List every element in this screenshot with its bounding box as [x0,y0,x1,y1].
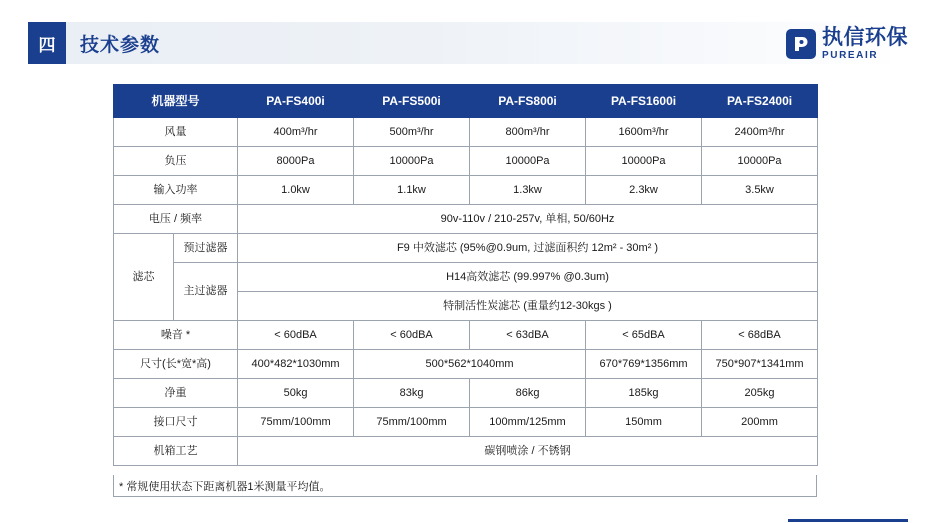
table-row [114,176,818,205]
table-row [114,118,818,147]
row-label-voltage-frequency: 电压 / 频率 [114,205,238,234]
row-label-airflow: 风量 [114,118,238,147]
cell-noise-500i: < 60dBA [354,321,470,350]
cell-power-2400i: 3.5kw [702,176,818,205]
column-header-fs800i: PA-FS800i [470,85,586,118]
cell-pressure-2400i: 10000Pa [702,147,818,176]
cell-port-800i: 100mm/125mm [470,408,586,437]
cell-power-500i: 1.1kw [354,176,470,205]
table-header-row [114,85,818,118]
row-label-dimensions: 尺寸(长*宽*高) [114,350,238,379]
brand-logo [786,24,908,64]
table-row [114,321,818,350]
row-label-mainfilter: 主过滤器 [174,263,238,321]
logo-chinese-name: 执信环保 [822,25,908,49]
column-header-fs2400i: PA-FS2400i [702,85,818,118]
section-number: 四 [28,22,66,64]
logo-underline [788,519,908,522]
spec-table [113,84,818,466]
cell-airflow-800i: 800m³/hr [470,118,586,147]
cell-weight-2400i: 205kg [702,379,818,408]
row-label-negative-pressure: 负压 [114,147,238,176]
cell-power-1600i: 2.3kw [586,176,702,205]
column-header-fs500i: PA-FS500i [354,85,470,118]
table-row [114,408,818,437]
table-row [114,263,818,292]
cell-noise-800i: < 63dBA [470,321,586,350]
cell-weight-500i: 83kg [354,379,470,408]
cell-voltage-frequency-value: 90v-110v / 210-257v, 单相, 50/60Hz [238,205,818,234]
row-label-cabinet-process: 机箱工艺 [114,437,238,466]
logo-english-name: PUREAIR [822,49,879,61]
cell-prefilter-value: F9 中效滤芯 (95%@0.9um, 过滤面积约 12m² - 30m² ) [238,234,818,263]
cell-power-800i: 1.3kw [470,176,586,205]
cell-airflow-400i: 400m³/hr [238,118,354,147]
cell-port-400i: 75mm/100mm [238,408,354,437]
cell-port-2400i: 200mm [702,408,818,437]
row-label-noise: 噪音 * [114,321,238,350]
cell-pressure-400i: 8000Pa [238,147,354,176]
cell-airflow-2400i: 2400m³/hr [702,118,818,147]
cell-cabinet-process-value: 碳钢喷涂 / 不锈钢 [238,437,818,466]
table-row [114,205,818,234]
page-title: 技术参数 [80,34,161,56]
cell-pressure-500i: 10000Pa [354,147,470,176]
cell-mainfilter-value: H14高效滤芯 (99.997% @0.3um) [238,263,818,292]
cell-dimensions-500i-800i: 500*562*1040mm [354,350,586,379]
pureair-logo-icon [786,29,816,59]
cell-airflow-1600i: 1600m³/hr [586,118,702,147]
cell-noise-1600i: < 65dBA [586,321,702,350]
cell-noise-400i: < 60dBA [238,321,354,350]
table-row [114,147,818,176]
cell-noise-2400i: < 68dBA [702,321,818,350]
table-row [114,234,818,263]
cell-weight-1600i: 185kg [586,379,702,408]
cell-port-500i: 75mm/100mm [354,408,470,437]
cell-carbonfilter-value: 特制活性炭滤芯 (重量约12-30kgs ) [238,292,818,321]
column-header-fs1600i: PA-FS1600i [586,85,702,118]
row-label-input-power: 输入功率 [114,176,238,205]
cell-dimensions-1600i: 670*769*1356mm [586,350,702,379]
table-footnote: * 常规使用状态下距离机器1米测量平均值。 [113,475,817,497]
cell-weight-400i: 50kg [238,379,354,408]
cell-weight-800i: 86kg [470,379,586,408]
cell-pressure-1600i: 10000Pa [586,147,702,176]
row-label-prefilter: 预过滤器 [174,234,238,263]
spec-table-wrapper [113,84,817,466]
row-label-net-weight: 净重 [114,379,238,408]
table-body [114,118,818,466]
table-header [114,85,818,118]
cell-pressure-800i: 10000Pa [470,147,586,176]
cell-dimensions-2400i: 750*907*1341mm [702,350,818,379]
column-header-fs400i: PA-FS400i [238,85,354,118]
cell-port-1600i: 150mm [586,408,702,437]
row-label-filter: 滤芯 [114,234,174,321]
cell-power-400i: 1.0kw [238,176,354,205]
row-label-port-size: 接口尺寸 [114,408,238,437]
table-row [114,379,818,408]
cell-airflow-500i: 500m³/hr [354,118,470,147]
table-row [114,350,818,379]
table-row [114,437,818,466]
column-header-model: 机器型号 [114,85,238,118]
cell-dimensions-400i: 400*482*1030mm [238,350,354,379]
